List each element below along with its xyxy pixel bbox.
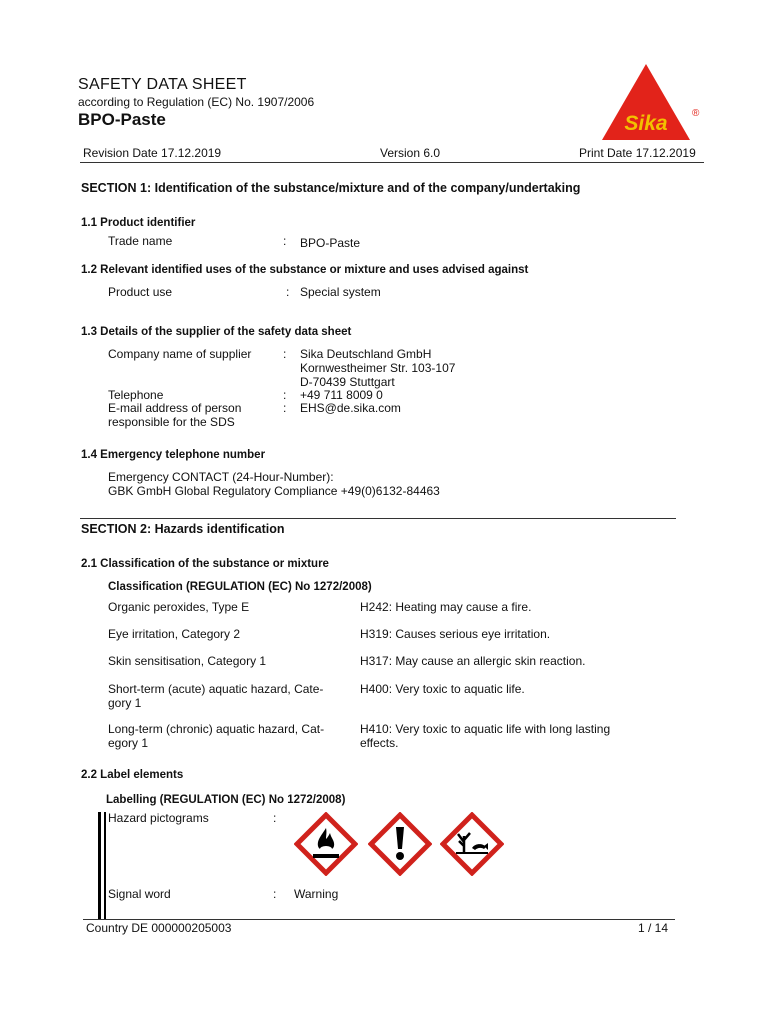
document-type: SAFETY DATA SHEET <box>78 76 247 93</box>
flame-over-circle-icon <box>294 812 358 876</box>
regulation-subtitle: according to Regulation (EC) No. 1907/2006 <box>78 95 315 109</box>
change-bar <box>98 812 101 919</box>
footer-country: Country DE 000000205003 <box>86 921 232 935</box>
colon: : <box>283 388 287 402</box>
s22-heading: 2.2 Label elements <box>81 769 184 781</box>
hazard-pictograms-label: Hazard pictograms <box>108 811 209 825</box>
s21-subheading: Classification (REGULATION (EC) No 1272/2008) <box>108 581 372 593</box>
header-divider <box>80 162 704 163</box>
signal-word-label: Signal word <box>108 887 171 901</box>
email-label: E-mail address of person responsible for the SDS <box>108 401 242 429</box>
environment-icon <box>440 812 504 876</box>
s21-heading: 2.1 Classification of the substance or mixture <box>81 558 329 570</box>
classification-row: Skin sensitisation, Category 1 <box>108 654 267 668</box>
telephone-label: Telephone <box>108 388 164 402</box>
hazard-statement: H400: Very toxic to aquatic life. <box>360 682 525 696</box>
emergency-contact: Emergency CONTACT (24-Hour-Number): GBK GmbH Global Regulatory Compliance +49(0)6132-84463 <box>108 470 440 498</box>
section2-title: SECTION 2: Hazards identification <box>81 522 285 536</box>
revision-date: Revision Date 17.12.2019 <box>83 146 222 160</box>
company-label: Company name of supplier <box>108 347 252 361</box>
signal-word-value: Warning <box>294 887 339 901</box>
footer-divider <box>83 919 675 920</box>
sika-logo <box>600 62 692 142</box>
product-use-label: Product use <box>108 285 173 299</box>
product-title: BPO-Paste <box>78 110 166 129</box>
s12-heading: 1.2 Relevant identified uses of the substance or mixture and uses advised against <box>81 264 529 276</box>
section1-title: SECTION 1: Identification of the substance/mixture and of the company/undertaking <box>81 181 581 195</box>
colon: : <box>273 811 277 825</box>
colon: : <box>273 887 277 901</box>
colon: : <box>283 234 287 248</box>
colon: : <box>286 285 290 299</box>
exclamation-mark-icon <box>368 812 432 876</box>
s11-heading: 1.1 Product identifier <box>81 217 196 229</box>
registered-mark: ® <box>692 108 700 119</box>
version: Version 6.0 <box>380 146 441 160</box>
hazard-statement: H410: Very toxic to aquatic life with long lasting effects. <box>360 722 611 750</box>
trade-name-value: BPO-Paste <box>300 236 361 250</box>
change-bar <box>104 812 106 919</box>
s22-subheading: Labelling (REGULATION (EC) No 1272/2008) <box>106 794 346 806</box>
company-value: Sika Deutschland GmbH Kornwestheimer Str. 103-107 D-70439 Stuttgart <box>300 347 456 389</box>
page-number: 1 / 14 <box>638 921 669 935</box>
classification-row: Long-term (chronic) aquatic hazard, Cat- egory 1 <box>108 722 325 750</box>
classification-row: Organic peroxides, Type E <box>108 600 250 614</box>
email-value: EHS@de.sika.com <box>300 401 401 415</box>
colon: : <box>283 401 287 415</box>
hazard-statement: H242: Heating may cause a fire. <box>360 600 532 614</box>
print-date: Print Date 17.12.2019 <box>579 146 696 160</box>
s13-heading: 1.3 Details of the supplier of the safety data sheet <box>81 326 352 338</box>
hazard-statement: H317: May cause an allergic skin reaction. <box>360 654 586 668</box>
classification-row: Short-term (acute) aquatic hazard, Cate- gory 1 <box>108 682 324 710</box>
product-use-value: Special system <box>300 285 381 299</box>
colon: : <box>283 347 287 361</box>
logo-text: Sika <box>624 112 668 135</box>
section-divider <box>80 518 676 519</box>
s14-heading: 1.4 Emergency telephone number <box>81 449 266 461</box>
hazard-statement: H319: Causes serious eye irritation. <box>360 627 551 641</box>
classification-row: Eye irritation, Category 2 <box>108 627 241 641</box>
telephone-value: +49 711 8009 0 <box>300 388 383 402</box>
trade-name-label: Trade name <box>108 234 173 248</box>
